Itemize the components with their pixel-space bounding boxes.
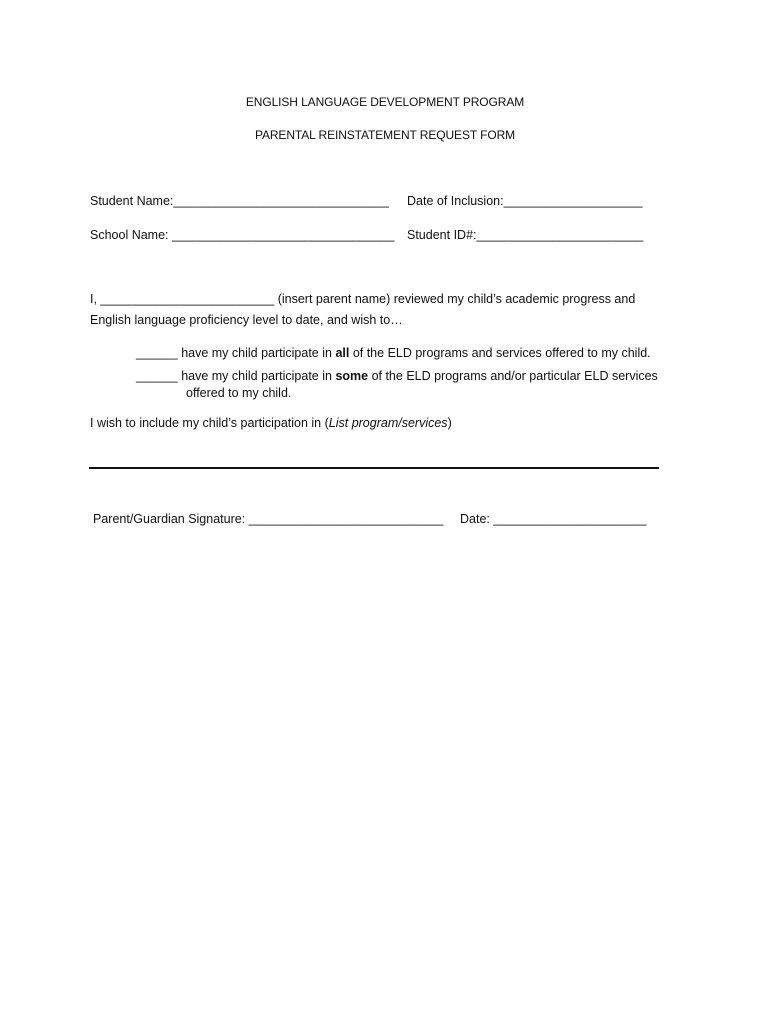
include-prefix: I wish to include my child’s participation in (	[90, 416, 329, 430]
option-some-line2: offered to my child.	[186, 386, 292, 400]
school-name-field[interactable]: ________________________________	[171, 228, 395, 242]
option-some-row	[136, 368, 658, 384]
form-subtitle: PARENTAL REINSTATEMENT REQUEST FORM	[254, 128, 516, 142]
student-name-field[interactable]: _______________________________	[173, 194, 389, 208]
student-id-row	[407, 227, 643, 243]
option-all-emphasis: all	[335, 346, 350, 360]
date-field[interactable]: ______________________	[493, 512, 647, 526]
date-of-inclusion-row	[407, 193, 643, 209]
school-name-row	[90, 227, 394, 243]
parent-intro-prefix: I,	[90, 292, 101, 306]
school-name-label: School Name:	[90, 228, 172, 242]
date-row	[460, 511, 646, 527]
include-suffix: )	[447, 416, 452, 430]
signature-label: Parent/Guardian Signature:	[93, 512, 249, 526]
student-name-label: Student Name:	[90, 194, 174, 208]
parent-intro-line1	[90, 291, 635, 307]
student-id-field[interactable]: ________________________	[476, 228, 644, 242]
option-all-text: have my child participate in	[177, 346, 336, 360]
option-all-blank[interactable]: ______	[136, 346, 178, 360]
option-all-row	[136, 345, 651, 361]
parent-intro-suffix: (insert parent name) reviewed my child’s academic progress and	[274, 292, 636, 306]
option-some-text-after: of the ELD programs and/or particular ELD services	[368, 369, 658, 383]
option-some-text: have my child participate in	[177, 369, 336, 383]
form-title: ENGLISH LANGUAGE DEVELOPMENT PROGRAM	[245, 95, 525, 109]
include-line	[90, 415, 452, 431]
option-some-emphasis: some	[335, 369, 369, 383]
program-list-line[interactable]	[89, 467, 659, 469]
signature-row	[93, 511, 443, 527]
student-name-row	[90, 193, 389, 209]
date-of-inclusion-field[interactable]: ____________________	[503, 194, 643, 208]
include-italic: List program/services	[328, 416, 448, 430]
parent-name-field[interactable]: _________________________	[100, 292, 275, 306]
option-all-text-after: of the ELD programs and services offered to my child.	[349, 346, 651, 360]
date-of-inclusion-label: Date of Inclusion:	[407, 194, 504, 208]
signature-field[interactable]: ____________________________	[248, 512, 444, 526]
option-some-blank[interactable]: ______	[136, 369, 178, 383]
student-id-label: Student ID#:	[407, 228, 477, 242]
parent-intro-line2: English language proficiency level to date, and wish to…	[90, 313, 403, 327]
date-label: Date:	[460, 512, 494, 526]
